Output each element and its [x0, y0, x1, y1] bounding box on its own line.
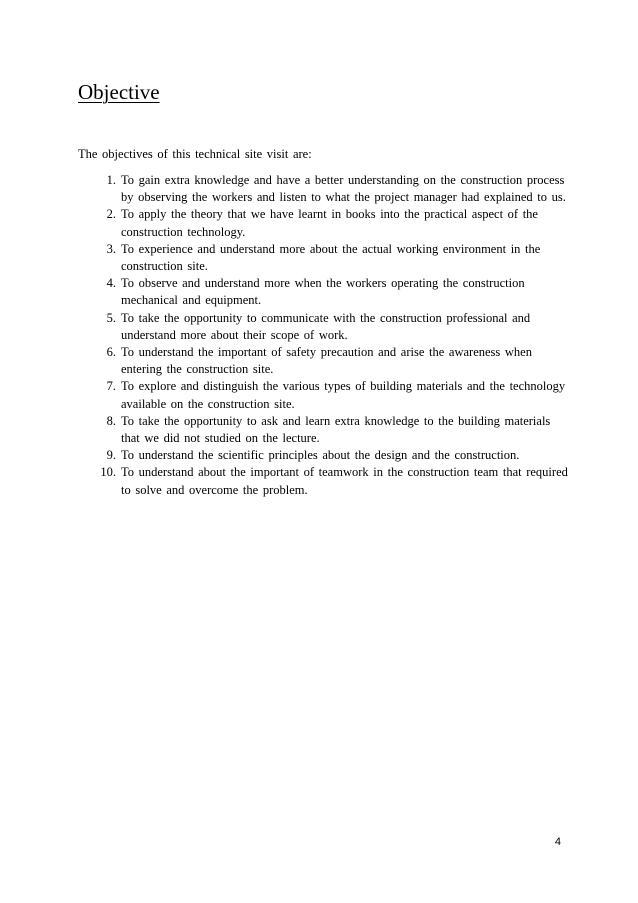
list-item-text: To observe and understand more when the workers operating the construction mechanical and equipment.: [121, 276, 525, 308]
section-heading: Objective: [78, 80, 160, 104]
list-item: [78, 447, 568, 464]
list-item-number: 4.: [106, 276, 116, 291]
list-item-text: To take the opportunity to ask and learn extra knowledge to the building materials that we did not studied on the lecture.: [121, 413, 551, 446]
list-item: [78, 206, 568, 240]
list-item-number: 1.: [106, 173, 116, 187]
list-item-text: To apply the theory that we have learnt in books into the practical aspect of the construction technology.: [121, 207, 538, 239]
list-item: [78, 310, 568, 344]
objectives-list: [78, 172, 568, 499]
intro-paragraph: The objectives of this technical site visit are:: [78, 147, 312, 161]
list-item-text: To explore and distinguish the various types of building materials and the technology available on the construction site.: [121, 379, 566, 411]
list-item-number: 5.: [106, 310, 116, 325]
list-item: [78, 275, 568, 309]
list-item: [78, 172, 568, 206]
list-item-text: To take the opportunity to communicate with the construction professional and understand more about their scope of work.: [121, 310, 531, 342]
list-item-number: 3.: [106, 241, 116, 256]
list-item-number: 8.: [106, 413, 116, 428]
list-item-text: To understand the important of safety precaution and arise the awareness when entering the construction site.: [121, 345, 532, 377]
list-item-number: 9.: [106, 448, 116, 463]
list-item: [78, 464, 568, 498]
list-item: [78, 378, 568, 412]
list-item: [78, 413, 568, 447]
list-item-text: To gain extra knowledge and have a better understanding on the construction process by observing the workers and listen to what the project manager had explained to us.: [121, 173, 566, 205]
list-item-text: To understand about the important of teamwork in the construction team that required to solve and overcome the problem.: [121, 465, 568, 497]
list-item-number: 7.: [106, 379, 116, 394]
list-item-text: To experience and understand more about the actual working environment in the construction site.: [121, 241, 541, 274]
list-item-text: To understand the scientific principles about the design and the construction.: [121, 448, 520, 463]
list-item: [78, 241, 568, 275]
list-item: [78, 344, 568, 378]
list-item-number: 6.: [106, 345, 116, 360]
list-item-number: 10.: [100, 465, 116, 480]
page-number: 4: [554, 836, 561, 848]
list-item-number: 2.: [106, 207, 116, 222]
